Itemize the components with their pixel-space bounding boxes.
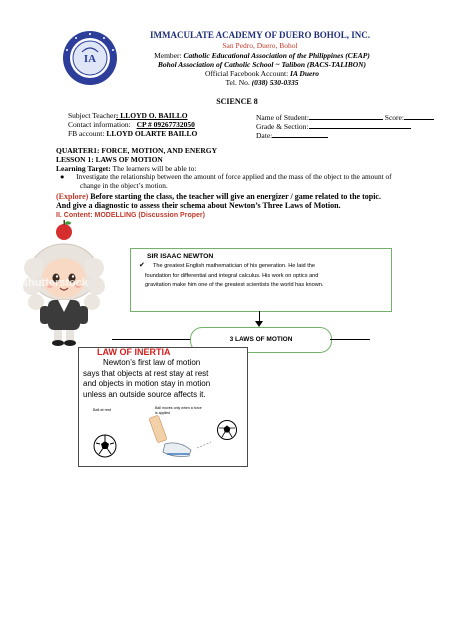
learning-target-text: The learners will be able to: <box>110 164 197 173</box>
svg-text:IA: IA <box>83 53 97 65</box>
contact-value: CP # 09267732050 <box>136 120 195 129</box>
soccer-ball-icon <box>93 434 117 458</box>
ball-rest-caption: Ball at rest <box>93 408 111 412</box>
school-name: IMMACULATE ACADEMY OF DUERO BOHOL, INC. <box>150 30 370 40</box>
teacher-line <box>68 111 188 120</box>
score-label: Score: <box>384 113 404 122</box>
branch-line-right <box>330 339 370 340</box>
ball-force-caption-1: Ball moves only when a force <box>155 406 202 410</box>
newton-bio-line-3: gravitation make him one of the greatest scientists the world has known. <box>145 282 324 288</box>
content-heading: II. Content: MODELLING (Discussion Proper) <box>56 212 205 219</box>
fb-account-label: FB account: <box>68 129 107 138</box>
fb-account-line <box>68 129 197 138</box>
explore-line-1 <box>56 192 381 201</box>
inertia-title: LAW OF INERTIA <box>97 347 171 357</box>
explore-line-2: And give a diagnostic to assess their schema about Newton’s Three Laws of Motion. <box>56 201 341 210</box>
branch-line-left <box>112 339 190 340</box>
fb-account-value: LLOYD OLARTE BAILLO <box>106 129 198 138</box>
member-prefix: Member: <box>154 51 184 60</box>
quarter-heading: QUARTER1: FORCE, MOTION, AND ENERGY <box>56 146 217 155</box>
telephone-line <box>112 78 412 87</box>
membership-line <box>112 51 412 60</box>
contact-label: Contact information: <box>68 120 131 129</box>
school-address: San Pedro, Duero, Bohol <box>222 41 298 50</box>
tel-number: (038) 530-0335 <box>251 78 299 87</box>
subject-title: SCIENCE 8 <box>216 97 258 106</box>
explore-tag: (Explore) <box>56 192 89 201</box>
bullet-line-1: Investigate the relationship between the amount of force applied and the mass of the object to the amount of <box>76 172 392 181</box>
school-seal-logo <box>62 30 118 86</box>
newton-bio-line-1: The greatest English mathematician of his generation. He laid the <box>153 263 316 269</box>
inertia-line-1: Newton’s first law of motion <box>103 358 201 367</box>
student-name-field[interactable] <box>309 111 383 120</box>
grade-label: Grade & Section: <box>256 122 309 131</box>
lesson-title: LESSON 1: LAWS OF MOTION <box>56 155 163 164</box>
ball-force-caption-2: is applied <box>155 410 171 415</box>
inertia-line-2: says that objects at rest stay at rest <box>83 368 209 378</box>
newton-cartoon-illustration <box>20 216 124 348</box>
fb-prefix: Official Facebook Account: <box>204 69 291 78</box>
three-laws-label: 3 LAWS OF MOTION <box>229 336 293 343</box>
date-label: Date: <box>256 131 273 140</box>
facebook-line <box>112 69 412 78</box>
newton-box-title: SIR ISAAC NEWTON <box>147 253 214 260</box>
kick-illustration <box>149 414 241 464</box>
target-bullet <box>60 172 392 181</box>
inertia-line-3: and objects in motion stay in motion <box>83 379 211 388</box>
inertia-line-4: unless an outside source affects it. <box>83 389 206 399</box>
member-org: Catholic Educational Association of the Philippines (CEAP) <box>183 51 370 60</box>
fb-account: IA Duero <box>290 69 319 78</box>
grade-field[interactable] <box>309 120 411 129</box>
bacs-line: Bohol Association of Catholic School ~ Talibon (BACS-TALIBON) <box>157 60 367 69</box>
apple-icon <box>56 224 72 240</box>
tel-prefix: Tel. No. <box>225 78 252 87</box>
score-field[interactable] <box>404 111 434 120</box>
contact-line <box>68 120 195 129</box>
newton-bio-text <box>145 262 324 291</box>
bullet-dot-icon: ● <box>60 172 65 181</box>
watermark-text: shutterstock <box>22 277 89 289</box>
check-icon: ✔ <box>139 262 145 269</box>
newton-bio-line-2: foundation for differential and integral calculus. His work on optics and <box>145 272 319 279</box>
inertia-description <box>83 358 210 400</box>
explore-text-1: Before starting the class, the teacher will give an energizer / game related to the topic. <box>88 192 381 201</box>
teacher-label: Subject Teacher <box>68 111 116 120</box>
student-name-label: Name of Student: <box>256 113 309 122</box>
date-line <box>256 129 328 140</box>
teacher-name: : LLOYD O. BAILLO <box>115 111 188 120</box>
date-field[interactable] <box>272 129 328 138</box>
learning-target-label: Learning Target: <box>56 164 111 173</box>
law-of-inertia-box <box>78 347 248 467</box>
newton-bio-box <box>130 248 392 312</box>
bullet-line-2: change in the object’s motion. <box>80 181 168 190</box>
